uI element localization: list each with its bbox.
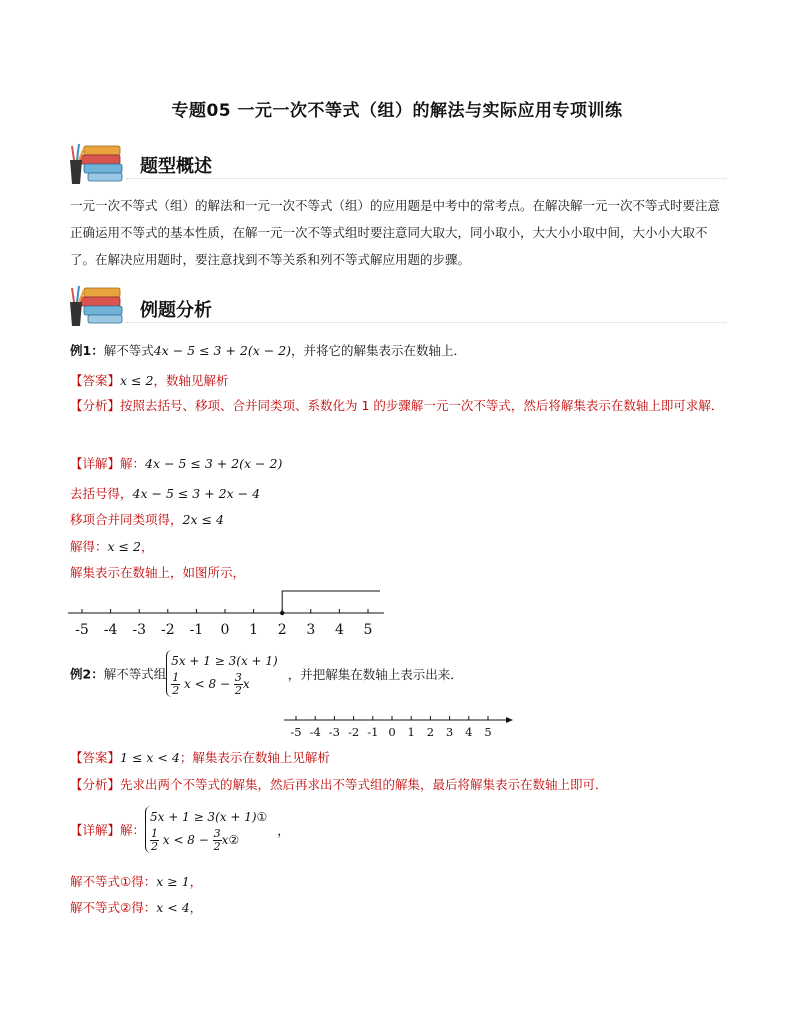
tick-label: -1 [189, 622, 204, 638]
tick-label: 5 [363, 622, 373, 638]
inequality-system: 5x + 1 ≥ 3(x + 1)① $\frac{1}{2}$ x < 8 − $\frac{3}{2}$ x② [145, 806, 267, 853]
tick-label: -2 [160, 622, 175, 638]
tick-label: 0 [220, 622, 230, 638]
example1-inequality: 4x − 5 ≤ 3 + 2(x − 2) [153, 343, 292, 358]
tick-label: -2 [347, 725, 360, 739]
tick-label: -3 [328, 725, 341, 739]
example2-answer: 【答案】1 ≤ x < 4；解集表示在数轴上见解析 [70, 750, 330, 765]
section-heading-examples [68, 282, 126, 332]
tick-label: 2 [426, 725, 435, 739]
tick-label: -5 [290, 725, 302, 739]
tick-label: -4 [103, 622, 118, 638]
solution-ray [282, 591, 380, 613]
tick-label: -5 [75, 622, 89, 638]
example1-step3: 解得：x ≤ 2， [70, 539, 154, 554]
tick-label: 3 [445, 725, 454, 739]
overview-paragraph: 一元一次不等式（组）的解法和一元一次不等式（组）的应用题是中考中的常考点。在解决解一元一次不等式时要注意正确运用不等式的基本性质，在解一元一次不等式组时要注意同大取大，同小取小，大大小小取中间，大小小大取不了。在解决应用题时，要注意找到不等关系和列不等式解应用题的步骤。 [70, 198, 721, 267]
books-icon [68, 282, 126, 328]
section-divider [126, 178, 726, 179]
tick-label: 0 [388, 725, 396, 739]
number-line-2 [280, 710, 516, 742]
section-title-overview: 题型概述 [140, 156, 212, 177]
inequality-system: 5x + 1 ≥ 3(x + 1) $\frac{1}{2}$ x < 8 − $\frac{3}{2}$ x [166, 650, 278, 697]
section-title-examples: 例题分析 [140, 300, 212, 321]
tick-label: 4 [334, 622, 344, 638]
example2-question: 例2：解不等式组 5x + 1 ≥ 3(x + 1) $\frac{1}{2}$ x < 8 − $\frac{3}{2}$ x ，并把解集在数轴上表示出来． [70, 650, 463, 697]
tick-label: 4 [465, 725, 473, 739]
tick-label: 2 [277, 622, 287, 638]
tick-label: 3 [306, 622, 316, 638]
example1-step2: 移项合并同类项得，2x ≤ 4 [70, 512, 224, 527]
example1-answer: 【答案】x ≤ 2，数轴见解析 [70, 373, 229, 388]
tick-label: -1 [367, 725, 379, 739]
example2-step2: 解不等式②得：x < 4， [70, 900, 203, 915]
section-heading-overview [68, 140, 126, 190]
example1-label: 例1： [70, 343, 104, 358]
example2-analysis: 【分析】先求出两个不等式的解集，然后再求出不等式组的解集，最后将解集表示在数轴上即可． [70, 777, 608, 792]
example2-step1: 解不等式①得：x ≥ 1， [70, 874, 203, 889]
page-title: 专题05 一元一次不等式（组）的解法与实际应用专项训练 [171, 101, 623, 121]
books-icon [68, 140, 126, 186]
example1-question: 例1：解不等式4x − 5 ≤ 3 + 2(x − 2)，并将它的解集表示在数轴上． [70, 343, 467, 358]
example1-analysis: 【分析】按照去括号、移项、合并同类项、系数化为 1 的步骤解一元一次不等式，然后将解集表示在数轴上即可求解． [70, 398, 724, 413]
tick-label: 1 [249, 622, 259, 638]
section-divider [126, 322, 726, 323]
tick-label: 5 [484, 725, 492, 739]
tick-label: 1 [407, 725, 415, 739]
axis-arrow [506, 717, 513, 723]
example1-step1: 去括号得，4x − 5 ≤ 3 + 2x − 4 [70, 486, 261, 501]
number-line-1 [62, 585, 392, 641]
example1-step4: 解集表示在数轴上，如图所示， [70, 565, 246, 580]
example2-label: 例2： [70, 666, 104, 682]
example2-detail: 【详解】解： 5x + 1 ≥ 3(x + 1)① $\frac{1}{2}$ x < 8 − $\frac{3}{2}$ x② ， [70, 806, 290, 853]
boundary-point [280, 611, 284, 615]
tick-label: -4 [309, 725, 321, 739]
example1-detail: 【详解】解：4x − 5 ≤ 3 + 2(x − 2) [70, 456, 283, 471]
tick-label: -3 [132, 622, 147, 638]
